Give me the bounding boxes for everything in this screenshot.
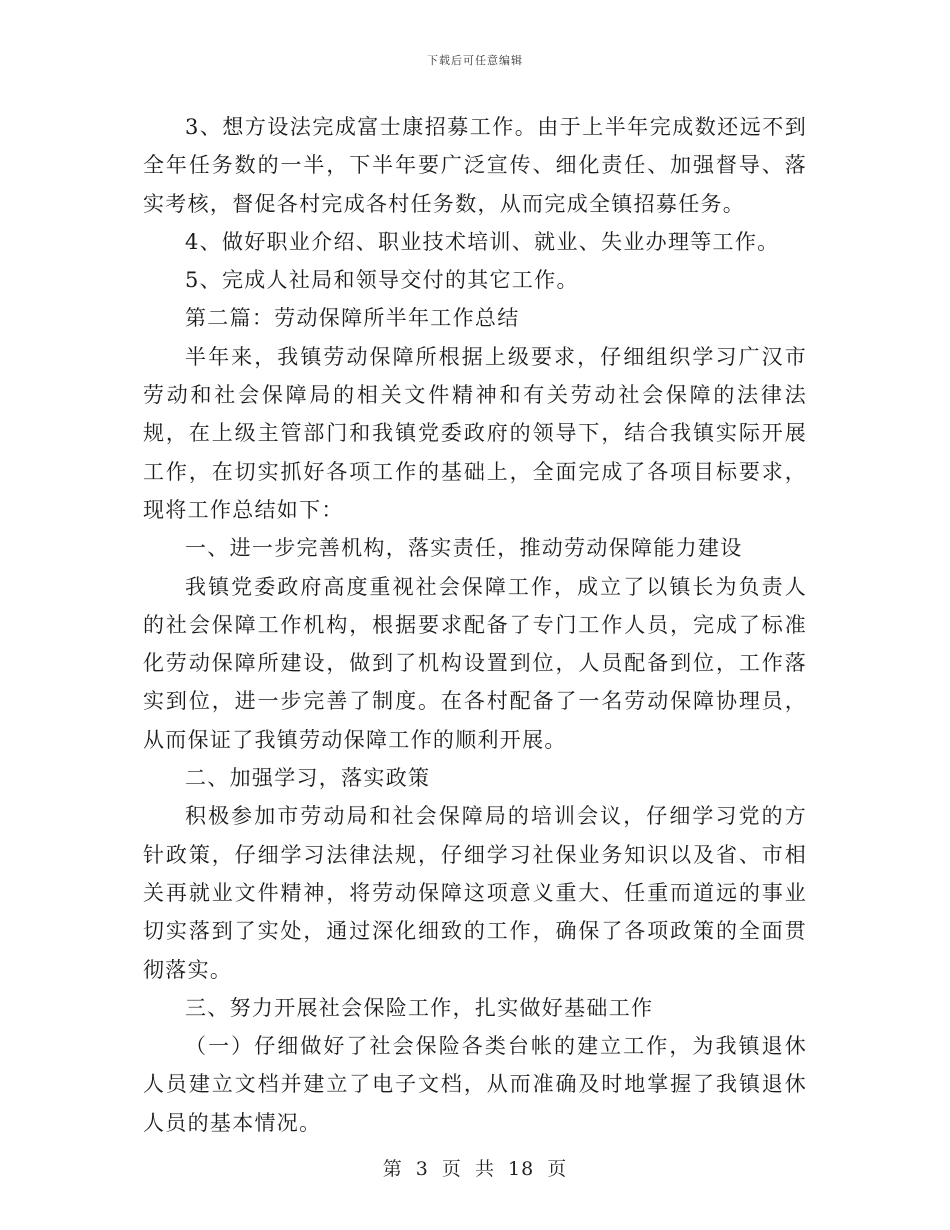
paragraph-item-5: 5、完成人社局和领导交付的其它工作。: [185, 268, 579, 293]
page-header: 下载后可任意编辑: [427, 54, 523, 67]
paragraph-1: 我镇党委政府高度重视社会保障工作，成立了以镇长为负责人的社会保障工作机构，根据要求配备了专门工作人员，完成了标准化劳动保障所建设，做到了机构设置到位，人员配备到位，工作落实到位，进一步完善了制度。在各村配备了一名劳动保障协理员，从而保证了我镇劳动保障工作的顺利开展。: [143, 574, 807, 752]
document-body: [143, 108, 807, 1142]
paragraph-item-4: 4、做好职业介绍、职业技术培训、就业、失业办理等工作。: [185, 229, 780, 254]
paragraph-item-3: 3、想方设法完成富士康招募工作。由于上半年完成数还远不到全年任务数的一半，下半年要广泛宣传、细化责任、加强督导、落实考核，督促各村完成各村任务数，从而完成全镇招募任务。: [143, 115, 807, 216]
section-title: 第二篇：劳动保障所半年工作总结: [185, 306, 520, 331]
paragraph-3-1: （一）仔细做好了社会保险各类台帐的建立工作，为我镇退休人员建立文档并建立了电子文档，从而准确及时地掌握了我镇退休人员的基本情况。: [143, 1034, 807, 1135]
paragraph-intro: 半年来，我镇劳动保障所根据上级要求，仔细组织学习广汉市劳动和社会保障局的相关文件精神和有关劳动社会保障的法律法规，在上级主管部门和我镇党委政府的领导下，结合我镇实际开展工作，在切实抓好各项工作的基础上，全面完成了各项目标要求，现将工作总结如下：: [143, 344, 807, 522]
heading-2: 二、加强学习，落实政策: [185, 766, 431, 791]
paragraph-2: 积极参加市劳动局和社会保障局的培训会议，仔细学习党的方针政策，仔细学习法律法规，仔细学习社保业务知识以及省、市相关再就业文件精神，将劳动保障这项意义重大、任重而道远的事业切实落到了实处，通过深化细致的工作，确保了各项政策的全面贯彻落实。: [143, 804, 807, 982]
heading-1: 一、进一步完善机构，落实责任，推动劳动保障能力建设: [185, 536, 743, 561]
heading-3: 三、努力开展社会保险工作，扎实做好基础工作: [185, 995, 654, 1020]
page-number: 第 3 页 共 18 页: [382, 1158, 568, 1180]
